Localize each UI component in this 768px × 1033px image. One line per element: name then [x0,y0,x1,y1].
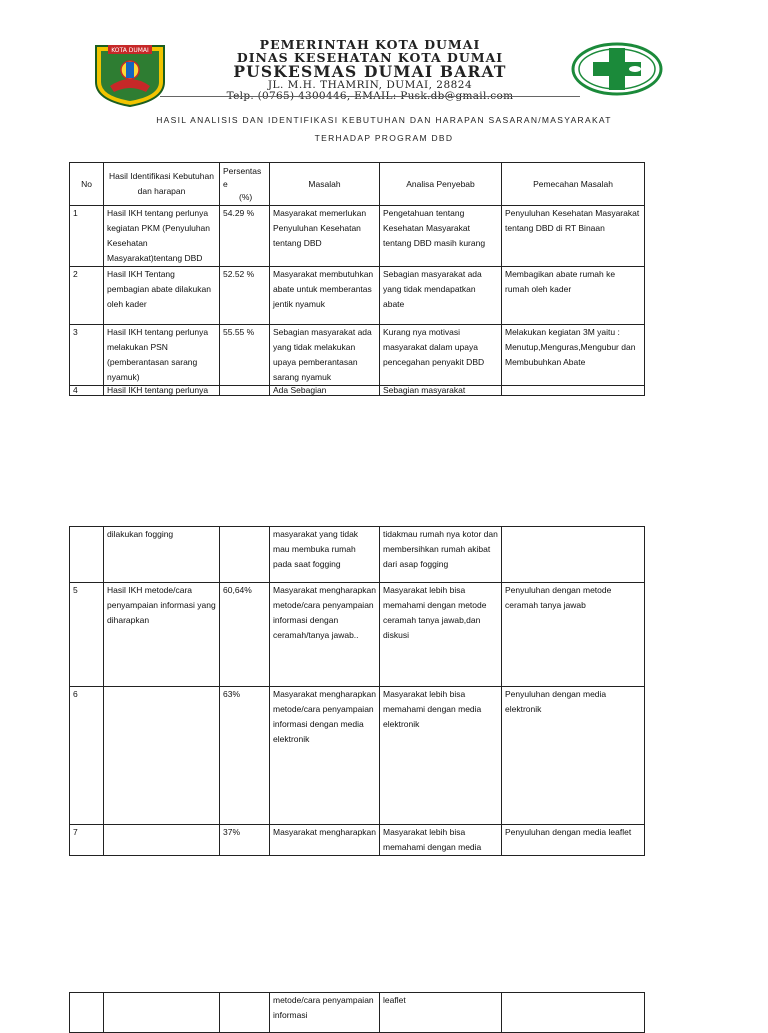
svg-text:KOTA DUMAI: KOTA DUMAI [111,47,149,54]
analysis-table-continued-2 [69,992,645,1033]
header-hasil: Hasil Identifikasi Kebutuhan dan harapan [104,163,220,206]
table-row [70,583,645,687]
cell-persen: 63% [220,687,270,825]
cell-persen [220,386,270,396]
table-header-row [70,163,645,206]
cell-persen [220,993,270,1033]
cell-persen: 60,64% [220,583,270,687]
cell-no: 3 [70,325,104,386]
header-pemecahan: Pemecahan Masalah [502,163,645,206]
cell-analisa: leaflet [380,993,502,1033]
cell-persen: 54.29 % [220,206,270,267]
letterhead-government: PEMERINTAH KOTA DUMAI [259,37,481,52]
cell-no [70,527,104,583]
cell-masalah: metode/cara penyampaian informasi [270,993,380,1033]
cell-no: 4 [70,386,104,396]
cell-analisa: Masyarakat lebih bisa memahami dengan media [380,825,502,856]
table-row [70,267,645,325]
cell-hasil: Hasil IKH tentang perlunya [104,386,220,396]
puskesmas-cross-logo-icon [571,42,663,96]
cell-pemecahan [502,993,645,1033]
cell-no: 1 [70,206,104,267]
cell-hasil: dilakukan fogging [104,527,220,583]
cell-hasil [104,993,220,1033]
cell-masalah: masyarakat yang tidak mau membuka rumah pada saat fogging [270,527,380,583]
letterhead-text [180,38,560,102]
cell-analisa: Pengetahuan tentang Kesehatan Masyarakat tentang DBD masih kurang [380,206,502,267]
cell-masalah: Masyarakat mengharapkan metode/cara penyampaian informasi dengan ceramah/tanya jawab.. [270,583,380,687]
cell-pemecahan: Penyuluhan dengan media elektronik [502,687,645,825]
letterhead-address: JL. M.H. THAMRIN, DUMAI, 28824 [267,79,473,91]
cell-hasil: Hasil IKH tentang perlunya melakukan PSN (pemberantasan sarang nyamuk) [104,325,220,386]
cell-hasil: Hasil IKH tentang perlunya kegiatan PKM (Penyuluhan Kesehatan Masyarakat)tentang DBD [104,206,220,267]
header-analisa: Analisa Penyebab [380,163,502,206]
header-persentase-line1: Persentas [223,165,262,176]
cell-masalah: Ada Sebagian [270,386,380,396]
document-subtitle: TERHADAP PROGRAM DBD [314,133,454,143]
header-persentase-line2: e [223,178,228,189]
cell-analisa: Masyarakat lebih bisa memahami dengan metode ceramah tanya jawab,dan diskusi [380,583,502,687]
cell-pemecahan [502,386,645,396]
cell-no [70,993,104,1033]
table-row [70,993,645,1033]
cell-pemecahan: Melakukan kegiatan 3M yaitu : Menutup,Menguras,Mengubur dan Membubuhkan Abate [502,325,645,386]
analysis-table [69,162,645,396]
cell-pemecahan: Penyuluhan dengan media leaflet [502,825,645,856]
cell-no: 5 [70,583,104,687]
cell-hasil [104,687,220,825]
cell-masalah: Masyarakat mengharapkan metode/cara penyampaian informasi dengan media elektronik [270,687,380,825]
cell-masalah: Masyarakat membutuhkan abate untuk memberantas jentik nyamuk [270,267,380,325]
letterhead-rule [160,96,580,97]
cell-persen: 55.55 % [220,325,270,386]
cell-analisa: tidakmau rumah nya kotor dan membersihkan rumah akibat dari asap fogging [380,527,502,583]
cell-analisa: Sebagian masyarakat [380,386,502,396]
cell-no: 6 [70,687,104,825]
header-persentase-line3: (%) [239,191,253,202]
cell-pemecahan: Penyuluhan Kesehatan Masyarakat tentang DBD di RT Binaan [502,206,645,267]
table-row [70,325,645,386]
table-row [70,687,645,825]
cell-no: 7 [70,825,104,856]
cell-persen: 52.52 % [220,267,270,325]
cell-pemecahan: Membagikan abate rumah ke rumah oleh kader [502,267,645,325]
cell-analisa: Kurang nya motivasi masyarakat dalam upaya pencegahan penyakit DBD [380,325,502,386]
letterhead-institution: PUSKESMAS DUMAI BARAT [233,62,507,81]
cell-persen: 37% [220,825,270,856]
table-row [70,527,645,583]
letterhead-agency: DINAS KESEHATAN KOTA DUMAI [236,50,504,65]
cell-pemecahan: Penyuluhan dengan metode ceramah tanya jawab [502,583,645,687]
cell-masalah: Masyarakat memerlukan Penyuluhan Kesehatan tentang DBD [270,206,380,267]
table-row [70,386,645,396]
cell-hasil: Hasil IKH metode/cara penyampaian informasi yang diharapkan [104,583,220,687]
cell-masalah: Masyarakat mengharapkan [270,825,380,856]
document-title: HASIL ANALISIS DAN IDENTIFIKASI KEBUTUHAN DAN HARAPAN SASARAN/MASYARAKAT [156,115,612,125]
cell-analisa: Masyarakat lebih bisa memahami dengan media elektronik [380,687,502,825]
kota-dumai-emblem-icon [92,42,168,108]
table-row [70,206,645,267]
cell-pemecahan [502,527,645,583]
cell-masalah: Sebagian masyarakat ada yang tidak melakukan upaya pemberantasan sarang nyamuk [270,325,380,386]
letterhead [0,0,768,100]
cell-persen [220,527,270,583]
analysis-table-continued [69,526,645,856]
letterhead-contact: Telp. (0765) 4300446, EMAIL: Pusk.db@gmail.com [226,90,514,102]
cell-hasil: Hasil IKH Tentang pembagian abate dilakukan oleh kader [104,267,220,325]
header-masalah: Masalah [270,163,380,206]
cell-no: 2 [70,267,104,325]
table-row [70,825,645,856]
header-persentase [220,163,270,206]
cell-analisa: Sebagian masyarakat ada yang tidak mendapatkan abate [380,267,502,325]
cell-hasil [104,825,220,856]
header-no: No [70,163,104,206]
